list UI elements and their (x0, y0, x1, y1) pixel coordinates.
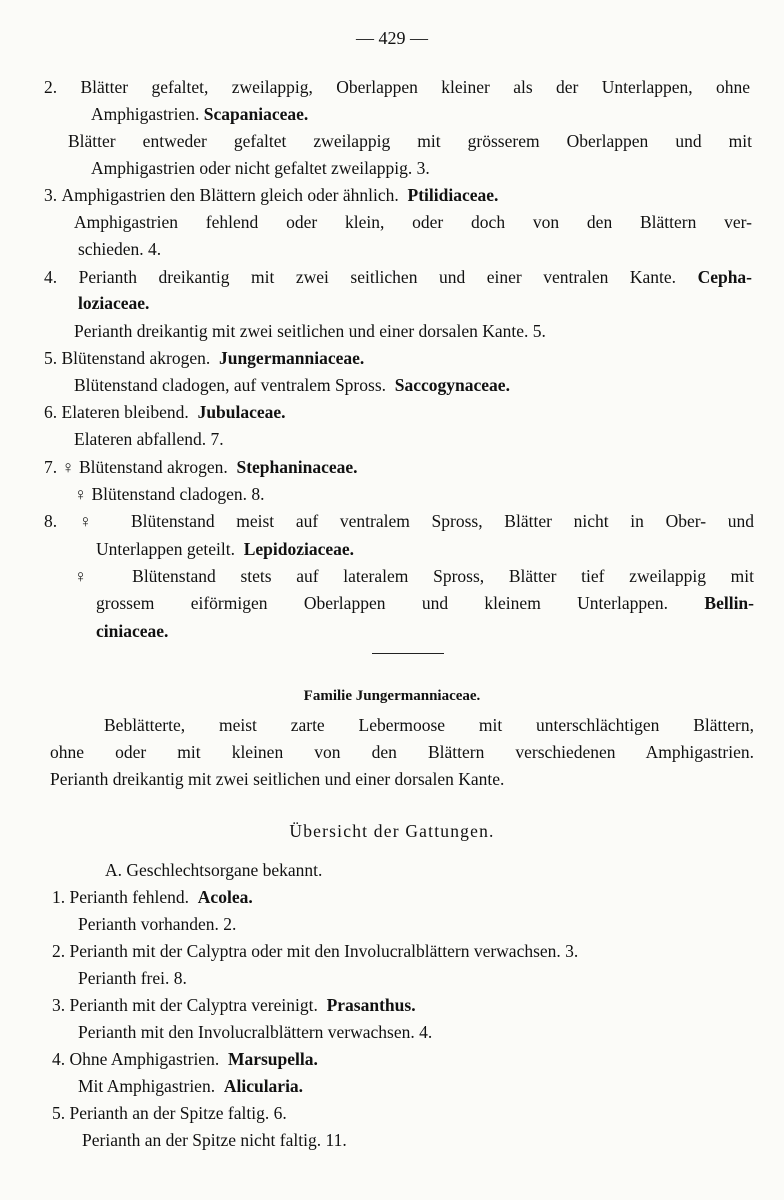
key-line (91, 103, 308, 125)
family-name: Cepha- (697, 267, 753, 287)
key-line (44, 510, 754, 532)
key-text: Amphigastrien. (91, 104, 200, 124)
key-line (96, 592, 754, 614)
key-line (96, 538, 354, 560)
family-description-line: Perianth dreikantig mit zwei seitlichen und einer dorsalen Kante. (50, 769, 505, 789)
key-text: schieden. 4. (78, 239, 162, 259)
key-line (44, 76, 750, 98)
key-text: Blütenstand akrogen. (61, 348, 211, 368)
key-number: 3. (44, 185, 58, 205)
key-text: Mit Amphigastrien. (78, 1076, 216, 1096)
key-number: 4. (44, 267, 58, 287)
genus-name: Acolea. (197, 887, 253, 907)
key-text: Blätter entweder gefaltet zweilappig mit grösserem Oberlappen und mit (68, 131, 752, 151)
key-line (74, 483, 265, 505)
family-name: Bellin- (704, 593, 754, 613)
key-number: 8. (44, 511, 58, 531)
key-line (96, 620, 168, 642)
key-text: ♀ Blütenstand akrogen. (61, 457, 228, 477)
genus-line (52, 1102, 287, 1124)
genus-line (52, 886, 253, 908)
key-line (44, 401, 286, 423)
key-number: 1. (52, 887, 66, 907)
key-line (74, 320, 546, 342)
family-name: Scapaniaceae. (203, 104, 309, 124)
section-divider (372, 653, 444, 654)
genus-line (78, 1075, 303, 1097)
key-text: grossem eiförmigen Oberlappen und kleinem Unterlappen. (96, 593, 669, 613)
family-name: Lepidoziaceae. (243, 539, 355, 559)
genus-line (78, 967, 187, 989)
genus-line (52, 994, 416, 1016)
key-line (44, 456, 358, 478)
genus-name: Marsupella. (227, 1049, 318, 1069)
family-title: Familie Jungermanniaceae. (303, 688, 481, 704)
genus-name: Prasanthus. (326, 995, 416, 1015)
genus-line (52, 940, 578, 962)
key-text: Perianth vorhanden. 2. (78, 914, 237, 934)
key-line (44, 184, 498, 206)
family-description-line: ohne oder mit kleinen von den Blättern verschiedenen Amphigastrien. (50, 742, 754, 762)
family-name: Stephaninaceae. (236, 457, 358, 477)
key-text: Elateren bleibend. (61, 402, 189, 422)
genus-name: Alicularia. (223, 1076, 304, 1096)
key-number: 2. (44, 77, 58, 97)
key-text: Perianth an der Spitze nicht faltig. 11. (82, 1130, 347, 1150)
family-name: Jubulaceae. (197, 402, 286, 422)
key-line (44, 266, 752, 288)
key-line (44, 347, 364, 369)
family-name: ciniaceae. (96, 621, 169, 641)
key-number: 3. (52, 995, 66, 1015)
genus-line (78, 1021, 432, 1043)
key-number: 5. (52, 1103, 66, 1123)
key-line (74, 428, 224, 450)
key-text: Blätter gefaltet, zweilappig, Oberlappen kleiner als der Unterlappen, ohne (80, 77, 750, 97)
key-line (68, 130, 752, 152)
key-text: Unterlappen geteilt. (96, 539, 235, 559)
key-text: Ohne Amphigastrien. (69, 1049, 220, 1069)
key-text: ♀ Blütenstand meist auf ventralem Spross, Blätter nicht in Ober- und (78, 511, 755, 531)
family-name: Saccogynaceae. (394, 375, 510, 395)
key-text: Perianth frei. 8. (78, 968, 187, 988)
key-number: 4. (52, 1049, 66, 1069)
key-text: Perianth an der Spitze faltig. 6. (69, 1103, 287, 1123)
key-number: 6. (44, 402, 58, 422)
key-text: ♀ Blütenstand stets auf lateralem Spross, Blätter tief zweilappig mit (74, 566, 754, 586)
key-text: Perianth mit der Calyptra oder mit den Involucralblättern verwachsen. 3. (69, 941, 579, 961)
page-number: — 429 — (356, 28, 428, 48)
key-number: 5. (44, 348, 58, 368)
key-text: Perianth mit den Involucralblättern verwachsen. 4. (78, 1022, 433, 1042)
key-line (74, 211, 752, 233)
key-number: 2. (52, 941, 66, 961)
family-name: Jungermanniaceae. (218, 348, 365, 368)
key-number: 7. (44, 457, 58, 477)
family-name: loziaceae. (78, 293, 150, 313)
key-text: Blütenstand cladogen, auf ventralem Spross. (74, 375, 387, 395)
key-line (74, 565, 754, 587)
genus-line (78, 913, 236, 935)
key-line (74, 374, 510, 396)
key-text: Amphigastrien oder nicht gefaltet zweilappig. 3. (91, 158, 430, 178)
family-description-line: Beblätterte, meist zarte Lebermoose mit unterschlächtigen Blättern, (104, 715, 754, 735)
section-heading: A. Geschlechtsorgane bekannt. (105, 860, 323, 880)
key-text: Amphigastrien den Blättern gleich oder ähnlich. (61, 185, 399, 205)
key-text: Perianth fehlend. (69, 887, 190, 907)
key-text: Elateren abfallend. 7. (74, 429, 224, 449)
key-text: Perianth dreikantig mit zwei seitlichen und einer ventralen Kante. (78, 267, 677, 287)
key-text: Perianth dreikantig mit zwei seitlichen und einer dorsalen Kante. 5. (74, 321, 546, 341)
genus-line (52, 1048, 318, 1070)
key-line (78, 292, 149, 314)
key-line (78, 238, 161, 260)
family-name: Ptilidiaceae. (407, 185, 499, 205)
key-text: ♀ Blütenstand cladogen. 8. (74, 484, 265, 504)
overview-title: Übersicht der Gattungen. (289, 821, 495, 841)
key-text: Amphigastrien fehlend oder klein, oder doch von den Blättern ver- (74, 212, 752, 232)
key-text: Perianth mit der Calyptra vereinigt. (69, 995, 318, 1015)
key-line (91, 157, 430, 179)
genus-line (82, 1129, 347, 1151)
